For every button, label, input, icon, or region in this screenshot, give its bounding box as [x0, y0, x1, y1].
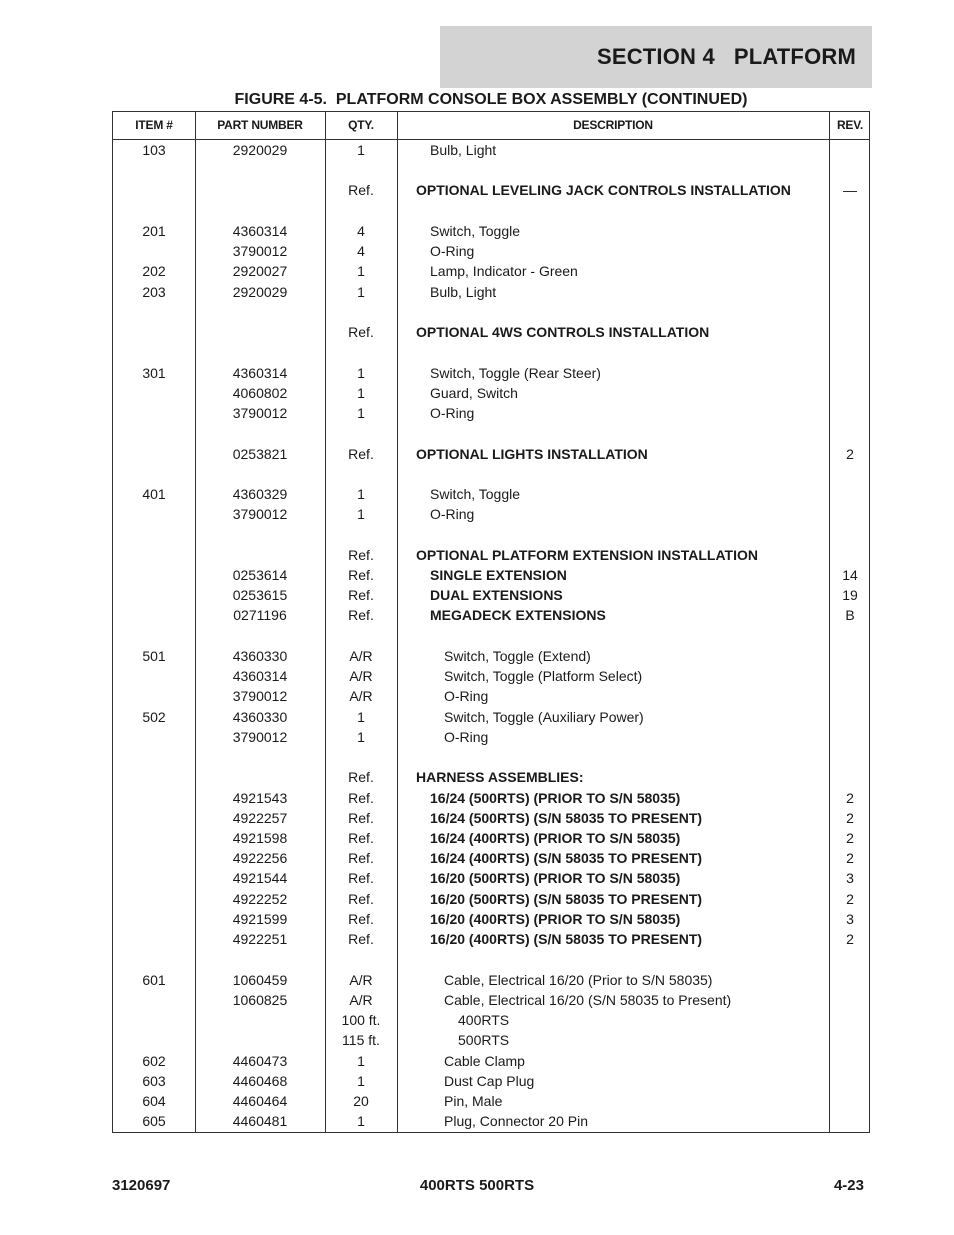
- description-cell: OPTIONAL PLATFORM EXTENSION INSTALLATION: [416, 546, 758, 563]
- item-cell: 301: [142, 364, 166, 381]
- description-cell: 400RTS: [458, 1012, 510, 1029]
- part-number-cell: 3790012: [232, 728, 288, 745]
- table-row: [113, 545, 869, 565]
- blank-row: [113, 302, 869, 322]
- footer-page-number: 4-23: [833, 1177, 864, 1194]
- qty-cell: A/R: [349, 647, 373, 664]
- description-cell: HARNESS ASSEMBLIES:: [416, 769, 584, 786]
- table-row: [113, 990, 869, 1010]
- description-cell: 16/24 (500RTS) (PRIOR TO S/N 58035): [430, 789, 681, 806]
- qty-cell: 1: [357, 364, 365, 381]
- description-cell: Switch, Toggle (Rear Steer): [430, 364, 601, 381]
- qty-cell: Ref.: [348, 870, 374, 887]
- description-cell: O-Ring: [444, 728, 489, 745]
- part-number-cell: 4360314: [232, 364, 288, 381]
- table-row: [113, 241, 869, 261]
- part-number-cell: 4922256: [232, 850, 288, 867]
- table-row: [113, 889, 869, 909]
- table-row: [113, 727, 869, 747]
- qty-cell: Ref.: [348, 445, 374, 462]
- description-cell: 16/20 (400RTS) (PRIOR TO S/N 58035): [430, 910, 681, 927]
- table-row: [113, 504, 869, 524]
- qty-cell: 4: [357, 243, 365, 260]
- description-cell: O-Ring: [430, 243, 475, 260]
- table-row: [113, 909, 869, 929]
- description-cell: O-Ring: [430, 506, 475, 523]
- part-number-cell: 0253614: [232, 566, 288, 583]
- description-cell: O-Ring: [430, 405, 475, 422]
- rev-cell: 2: [846, 809, 854, 826]
- qty-cell: 1: [357, 485, 365, 502]
- part-number-cell: 4360329: [232, 485, 288, 502]
- description-cell: Bulb, Light: [430, 142, 497, 158]
- part-number-cell: 4922252: [232, 890, 288, 907]
- part-number-cell: 4060802: [232, 384, 288, 401]
- description-cell: 16/20 (400RTS) (S/N 58035 TO PRESENT): [430, 931, 703, 948]
- table-row: [113, 1010, 869, 1030]
- qty-cell: Ref.: [348, 850, 374, 867]
- table-row: [113, 970, 869, 990]
- description-cell: OPTIONAL 4WS CONTROLS INSTALLATION: [416, 324, 710, 341]
- description-cell: Guard, Switch: [430, 384, 518, 401]
- footer-doc-number: 3120697: [112, 1177, 171, 1194]
- part-number-cell: 1060825: [232, 991, 288, 1008]
- qty-cell: Ref.: [348, 607, 374, 624]
- rev-cell: 14: [842, 566, 858, 583]
- table-row: [113, 1071, 869, 1091]
- rev-cell: 2: [846, 890, 854, 907]
- qty-cell: Ref.: [348, 829, 374, 846]
- item-cell: 603: [142, 1072, 166, 1089]
- part-number-cell: 4460481: [232, 1113, 288, 1130]
- part-number-cell: 4360314: [232, 222, 288, 239]
- section-header: [440, 26, 872, 88]
- part-number-cell: 4921543: [232, 789, 288, 806]
- qty-cell: 1: [357, 142, 365, 158]
- qty-cell: 100 ft.: [341, 1012, 381, 1029]
- table-row: [113, 322, 869, 342]
- blank-row: [113, 342, 869, 362]
- part-number-cell: 4360330: [232, 647, 288, 664]
- rev-cell: 2: [846, 445, 854, 462]
- figure-title: FIGURE 4-5. PLATFORM CONSOLE BOX ASSEMBLY (CONTINUED): [234, 91, 748, 108]
- rev-cell: —: [843, 182, 857, 199]
- qty-cell: Ref.: [348, 890, 374, 907]
- table-row: [113, 282, 869, 302]
- part-number-cell: 0253615: [232, 587, 288, 604]
- description-cell: 500RTS: [458, 1032, 510, 1049]
- description-cell: 16/20 (500RTS) (PRIOR TO S/N 58035): [430, 870, 681, 887]
- description-cell: Plug, Connector 20 Pin: [444, 1113, 588, 1130]
- qty-cell: Ref.: [348, 910, 374, 927]
- table-row: [113, 1051, 869, 1071]
- qty-cell: 1: [357, 263, 365, 280]
- qty-cell: Ref.: [348, 931, 374, 948]
- blank-row: [113, 423, 869, 443]
- table-row: [113, 221, 869, 241]
- table-row: [113, 848, 869, 868]
- blank-row: [113, 160, 869, 180]
- description-cell: Lamp, Indicator - Green: [430, 263, 578, 280]
- table-body: [113, 140, 869, 1131]
- column-header-description: DESCRIPTION: [573, 118, 653, 132]
- item-cell: 502: [142, 708, 166, 725]
- description-cell: Switch, Toggle: [430, 222, 521, 239]
- qty-cell: 4: [357, 222, 365, 239]
- part-number-cell: 3790012: [232, 506, 288, 523]
- qty-cell: 20: [353, 1093, 369, 1110]
- item-cell: 605: [142, 1113, 166, 1130]
- part-number-cell: 2920029: [232, 283, 288, 300]
- table-row: [113, 565, 869, 585]
- blank-row: [113, 626, 869, 646]
- part-number-cell: 3790012: [232, 243, 288, 260]
- part-number-cell: 2920027: [232, 263, 288, 280]
- table-row: [113, 484, 869, 504]
- description-cell: Switch, Toggle (Auxiliary Power): [444, 708, 644, 725]
- qty-cell: 1: [357, 506, 365, 523]
- description-cell: OPTIONAL LIGHTS INSTALLATION: [416, 445, 648, 462]
- part-number-cell: 3790012: [232, 688, 288, 705]
- description-cell: Switch, Toggle (Platform Select): [444, 668, 643, 685]
- table-row: [113, 929, 869, 949]
- description-cell: Switch, Toggle (Extend): [444, 647, 591, 664]
- qty-cell: 1: [357, 405, 365, 422]
- qty-cell: 1: [357, 283, 365, 300]
- description-cell: Bulb, Light: [430, 283, 497, 300]
- description-cell: 16/20 (500RTS) (S/N 58035 TO PRESENT): [430, 890, 703, 907]
- column-header-item: ITEM #: [135, 118, 173, 132]
- table-row: [113, 403, 869, 423]
- table-row: [113, 868, 869, 888]
- part-number-cell: 3790012: [232, 405, 288, 422]
- table-row: [113, 180, 869, 200]
- description-cell: OPTIONAL LEVELING JACK CONTROLS INSTALLATION: [416, 182, 791, 199]
- item-cell: 203: [142, 283, 166, 300]
- parts-table: [112, 111, 870, 1133]
- rev-cell: 19: [842, 587, 858, 604]
- rev-cell: 2: [846, 829, 854, 846]
- table-row: [113, 444, 869, 464]
- part-number-cell: 4460468: [232, 1072, 288, 1089]
- part-number-cell: 1060459: [232, 971, 288, 988]
- qty-cell: A/R: [349, 991, 373, 1008]
- table-row: [113, 585, 869, 605]
- blank-row: [113, 949, 869, 969]
- part-number-cell: 2920029: [232, 142, 288, 158]
- qty-cell: Ref.: [348, 587, 374, 604]
- qty-cell: A/R: [349, 971, 373, 988]
- description-cell: DUAL EXTENSIONS: [430, 587, 563, 604]
- qty-cell: 1: [357, 708, 365, 725]
- table-row: [113, 808, 869, 828]
- table-row: [113, 767, 869, 787]
- part-number-cell: 4360314: [232, 668, 288, 685]
- item-cell: 202: [142, 263, 166, 280]
- part-number-cell: 4922257: [232, 809, 288, 826]
- qty-cell: A/R: [349, 668, 373, 685]
- rev-cell: B: [845, 607, 855, 624]
- rev-cell: 2: [846, 850, 854, 867]
- qty-cell: Ref.: [348, 566, 374, 583]
- item-cell: 201: [142, 222, 166, 239]
- part-number-cell: 4460473: [232, 1052, 288, 1069]
- section-title: SECTION 4 PLATFORM: [596, 44, 856, 69]
- qty-cell: 1: [357, 384, 365, 401]
- item-cell: 401: [142, 485, 166, 502]
- qty-cell: 1: [357, 1052, 365, 1069]
- qty-cell: Ref.: [348, 789, 374, 806]
- table-row: [113, 1111, 869, 1131]
- table-row: [113, 707, 869, 727]
- table-row: [113, 646, 869, 666]
- blank-row: [113, 747, 869, 767]
- table-row: [113, 363, 869, 383]
- qty-cell: Ref.: [348, 182, 374, 199]
- item-cell: 601: [142, 971, 166, 988]
- description-cell: MEGADECK EXTENSIONS: [430, 607, 606, 624]
- table-row: [113, 686, 869, 706]
- qty-cell: Ref.: [348, 324, 374, 341]
- blank-row: [113, 201, 869, 221]
- table-row: [113, 828, 869, 848]
- item-cell: 602: [142, 1052, 166, 1069]
- rev-cell: 2: [846, 789, 854, 806]
- table-row: [113, 1091, 869, 1111]
- rev-cell: 2: [846, 931, 854, 948]
- column-header-qty: QTY.: [348, 118, 374, 132]
- part-number-cell: 4921598: [232, 829, 288, 846]
- table-row: [113, 261, 869, 281]
- description-cell: Pin, Male: [444, 1093, 503, 1110]
- table-row: [113, 666, 869, 686]
- part-number-cell: 4921544: [232, 870, 288, 887]
- footer-model: 400RTS 500RTS: [419, 1177, 535, 1194]
- part-number-cell: 0271196: [233, 607, 287, 624]
- qty-cell: 115 ft.: [342, 1032, 380, 1049]
- part-number-cell: 4921599: [232, 910, 288, 927]
- table-row: [113, 788, 869, 808]
- qty-cell: 1: [357, 1113, 365, 1130]
- part-number-cell: 4360330: [232, 708, 288, 725]
- description-cell: Cable, Electrical 16/20 (Prior to S/N 58035): [444, 971, 713, 988]
- description-cell: 16/24 (400RTS) (S/N 58035 TO PRESENT): [430, 850, 703, 867]
- qty-cell: Ref.: [348, 769, 374, 786]
- column-header-part-number: PART NUMBER: [217, 118, 303, 132]
- part-number-cell: 4922251: [232, 931, 288, 948]
- item-cell: 103: [142, 142, 166, 158]
- item-cell: 604: [142, 1093, 166, 1110]
- table-row: [113, 1030, 869, 1050]
- qty-cell: 1: [357, 728, 365, 745]
- part-number-cell: 4460464: [232, 1093, 288, 1110]
- blank-row: [113, 464, 869, 484]
- qty-cell: Ref.: [348, 546, 374, 563]
- table-row: [113, 140, 869, 160]
- qty-cell: Ref.: [348, 809, 374, 826]
- description-cell: Cable, Electrical 16/20 (S/N 58035 to Present): [444, 991, 732, 1008]
- rev-cell: 3: [846, 870, 854, 887]
- description-cell: 16/24 (400RTS) (PRIOR TO S/N 58035): [430, 829, 681, 846]
- part-number-cell: 0253821: [232, 445, 288, 462]
- description-cell: Cable Clamp: [444, 1052, 525, 1069]
- description-cell: 16/24 (500RTS) (S/N 58035 TO PRESENT): [430, 809, 703, 826]
- description-cell: Dust Cap Plug: [444, 1072, 535, 1089]
- rev-cell: 3: [846, 910, 854, 927]
- description-cell: SINGLE EXTENSION: [430, 566, 567, 583]
- table-row: [113, 383, 869, 403]
- qty-cell: A/R: [349, 688, 373, 705]
- table-row: [113, 605, 869, 625]
- blank-row: [113, 524, 869, 544]
- description-cell: O-Ring: [444, 688, 489, 705]
- qty-cell: 1: [357, 1072, 365, 1089]
- column-header-rev: REV.: [836, 118, 864, 132]
- description-cell: Switch, Toggle: [430, 485, 521, 502]
- item-cell: 501: [142, 647, 166, 664]
